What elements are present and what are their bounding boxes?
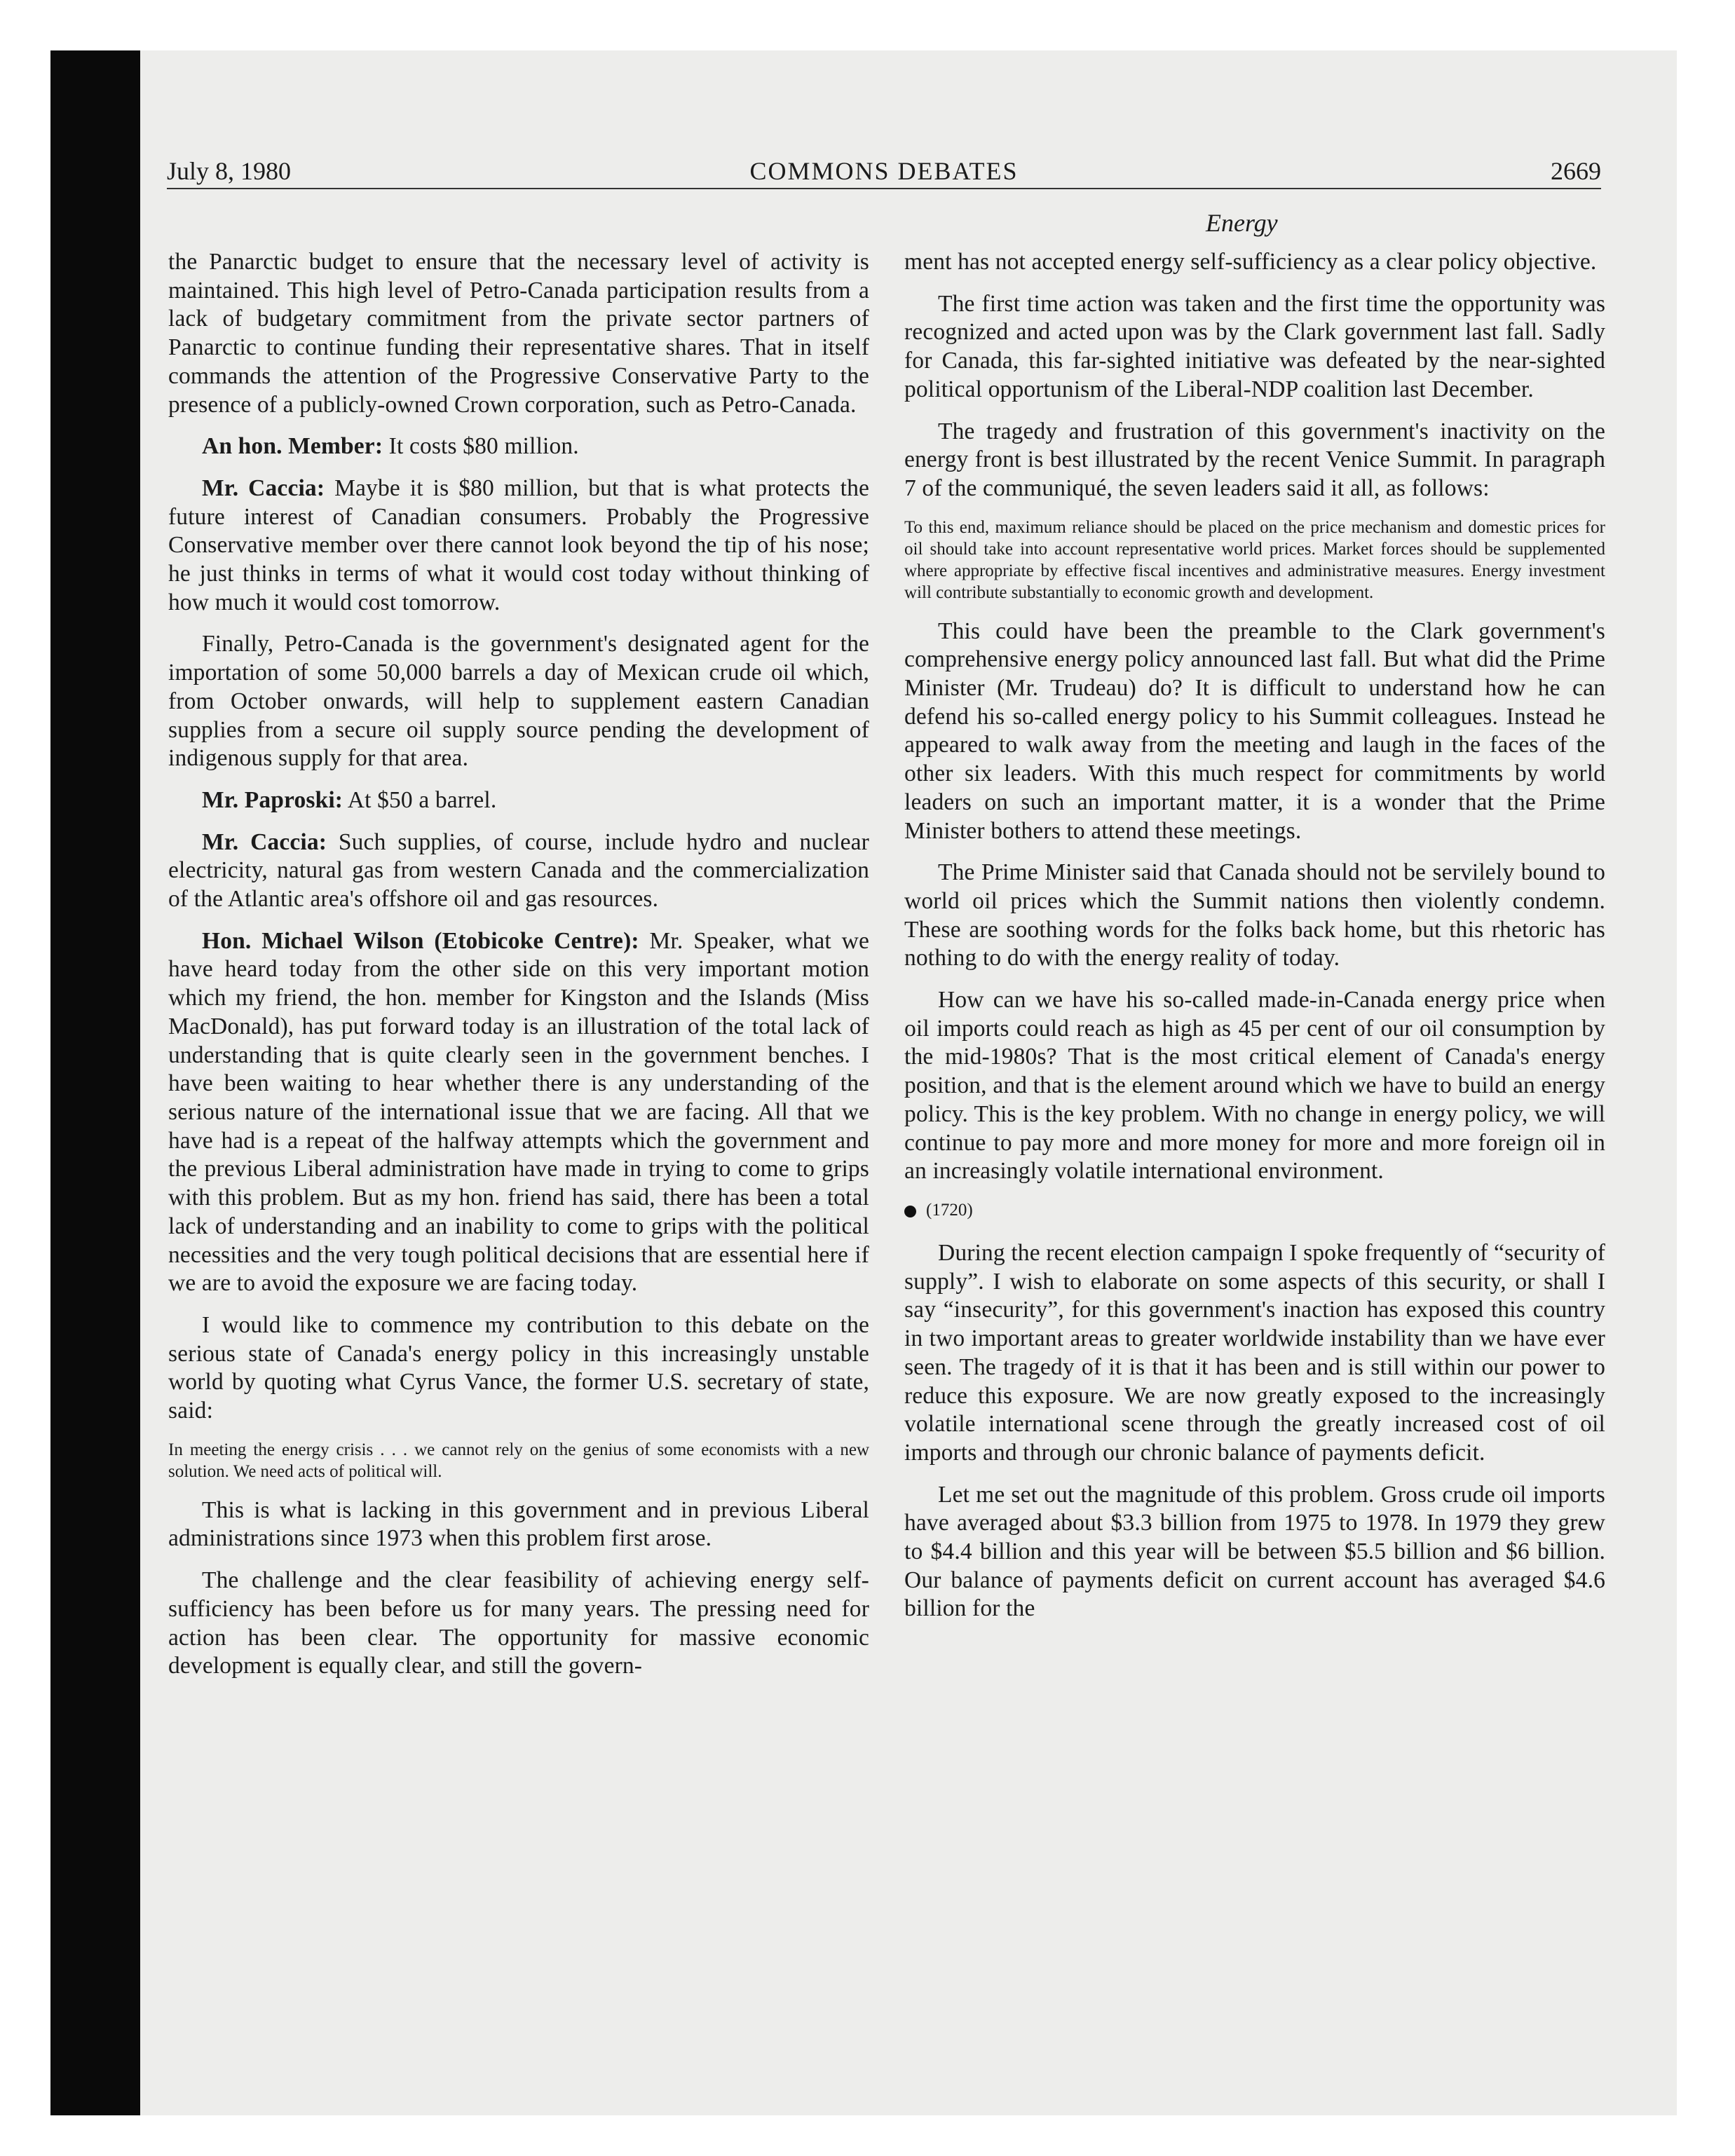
paragraph: This is what is lacking in this government and in previous Liberal administrations since 1973 when this problem first arose. [168,1496,869,1552]
speech-text: Such supplies, of course, include hydro and nuclear electricity, natural gas from western Canada and the commercialization of the Atlantic area's offshore oil and gas resources. [168,828,869,913]
paragraph: ment has not accepted energy self-sufficiency as a clear policy objective. [904,249,1597,275]
time-marker [904,1200,1605,1221]
book-spine-shadow [50,50,140,2115]
section-label: Energy [1206,209,1278,237]
left-column [168,248,869,1694]
right-column [904,248,1605,1637]
speaker-name: Mr. Paproski: [202,786,343,813]
speech-text: Maybe it is $80 million, but that is what protects the future interest of Canadian consumers. Probably the Progressive Conservative member over there cannot look beyond the tip of his nose; he just thinks in terms of what it would cost today without thinking of how much it would cost tomorrow. [168,475,869,615]
speech-paragraph [168,927,869,1298]
paragraph: This could have been the preamble to the Clark government's comprehensive energy policy announced last fall. But what did the Prime Minister (Mr. Trudeau) do? It is difficult to understand how he can defend his so-called energy policy to his Summit colleagues. Instead he appeared to walk away from the meeting and laugh in the faces of the other six leaders. With this much respect for commitments by world leaders on such an important matter, it is a wonder that the Prime Minister bothers to attend these meetings. [904,618,1605,844]
running-header [167,156,1601,191]
speech-text: It costs $80 million. [383,433,579,460]
speech-paragraph [168,475,869,618]
header-title: COMMONS DEBATES [749,157,1019,185]
paragraph: The tragedy and frustration of this government's inactivity on the energy front is best illustrated by the recent Venice Summit. In paragraph 7 of the communiqué, the seven leaders said it all, as follows: [904,418,1605,501]
block-quote: In meeting the energy crisis . . . we cannot rely on the genius of some economists with a new solution. We need acts of political will. [168,1440,869,1481]
paragraph: How can we have his so-called made-in-Canada energy price when oil imports could reach as high as 45 per cent of our oil consumption by the mid-1980s? That is the most critical element of Canada's energy position, and that is the element around which we have to build an energy policy. This is the key problem. With no change in energy policy, we will continue to pay more and more money for more and more foreign oil in an increasingly volatile international environment. [904,987,1605,1185]
speaker-name: Hon. Michael Wilson (Etobicoke Centre): [202,927,639,954]
speech-paragraph [168,786,869,815]
speaker-name: Mr. Caccia: [202,828,327,855]
speech-text: Mr. Speaker, what we have heard today from the other side on this very important motion which my friend, the hon. member for Kingston and the Islands (Miss MacDonald), has put forward today is an illustration of the total lack of understanding that is quite clearly seen in the government benches. I have been waiting to hear whether there is any understanding of the serious nature of the international issue that we are facing. All that we have had is a repeat of the halfway attempts which the government and the previous Liberal administration have made in trying to come to grips with this problem. But as my hon. friend has said, there has been a total lack of understanding and an inability to come to grips with the political necessities and the very tough political decisions that are essential here if we are to avoid the exposure we are facing today. [168,927,870,1297]
header-rule [167,188,1601,189]
speech-paragraph [168,828,869,914]
speech-paragraph [168,432,869,461]
bullet-icon [904,1206,916,1217]
header-page-number: 2669 [1551,157,1601,185]
header-date: July 8, 1980 [167,157,292,185]
speaker-name: An hon. Member: [202,433,383,460]
speaker-name: Mr. Caccia: [202,475,325,501]
paragraph: The Prime Minister said that Canada should not be servilely bound to world oil prices which the Summit nations then violently condemn. These are soothing words for the folks back home, but this rhetoric has nothing to do with the energy reality of today. [904,859,1605,971]
time-marker-text: (1720) [926,1200,973,1220]
paragraph: The first time action was taken and the first time the opportunity was recognized and acted upon was by the Clark government last fall. Sadly for Canada, this far-sighted initiative was defeated by the near-sighted political opportunism of the Liberal-NDP coalition last December. [904,290,1605,402]
paragraph: Finally, Petro-Canada is the government's designated agent for the importation of some 50,000 barrels a day of Mexican crude oil which, from October onwards, will help to supplement eastern Canadian supplies from a secure oil supply source pending the development of indigenous supply for that area. [168,631,869,772]
paragraph: The challenge and the clear feasibility of achieving energy self-sufficiency has been before us for many years. The pressing need for action has been clear. The opportunity for massive economic development is equally clear, and still the govern- [168,1567,869,1679]
paragraph: the Panarctic budget to ensure that the necessary level of activity is maintained. This high level of Petro-Canada participation results from a lack of budgetary commitment from the private sector partners of Panarctic to continue funding their representative shares. That in itself commands the attention of the Progressive Conservative Party to the presence of a publicly-owned Crown corporation, such as Petro-Canada. [168,249,869,418]
block-quote: To this end, maximum reliance should be placed on the price mechanism and domestic prices for oil should take into account representative world prices. Market forces should be supplemented where appropriate by effective fiscal incentives and administrative measures. Energy investment will contribute substantially to economic growth and development. [904,517,1605,602]
speech-text: At $50 a barrel. [343,786,497,813]
paragraph: I would like to commence my contribution to this debate on the serious state of Canada's energy policy in this increasingly unstable world by quoting what Cyrus Vance, the former U.S. secretary of state, said: [168,1311,869,1424]
paragraph: During the recent election campaign I spoke frequently of “security of supply”. I wish to elaborate on some aspects of this security, or shall I say “insecurity”, for this government's inaction has exposed this country in two important areas to greater worldwide instability than we have ever seen. The tragedy of it is that it has been and is still within our power to reduce this exposure. We are now greatly exposed to the increasingly volatile international scene through the greatly increased cost of oil imports and through our chronic balance of payments deficit. [904,1239,1605,1466]
paragraph: Let me set out the magnitude of this problem. Gross crude oil imports have averaged about $3.3 billion from 1975 to 1978. In 1979 they grew to $4.4 billion and this year will be between $5.5 billion and $6 billion. Our balance of payments deficit on current account has averaged $4.6 billion for the [904,1481,1605,1622]
